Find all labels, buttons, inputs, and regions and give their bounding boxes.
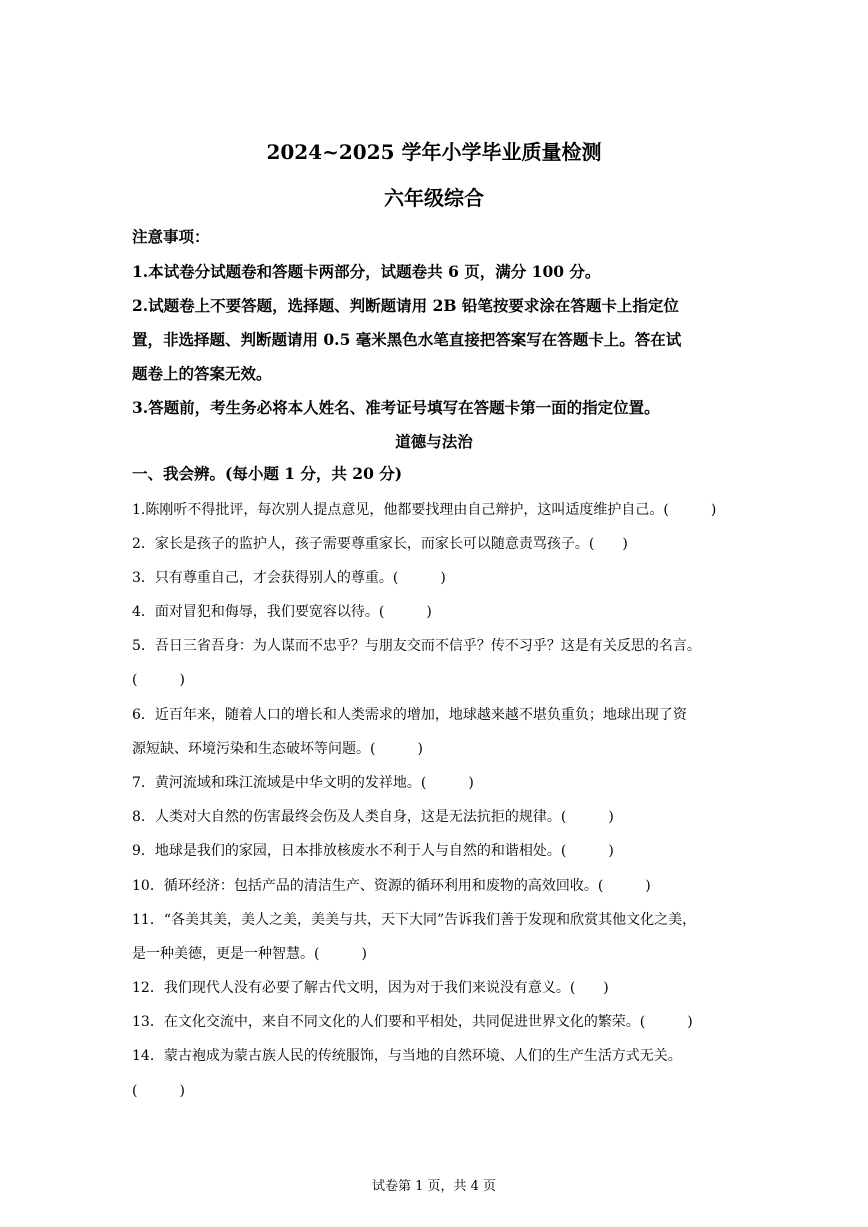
section-title: 道德与法治: [395, 432, 473, 451]
question-line: 7．黄河流域和珠江流域是中华文明的发祥地。( ): [132, 775, 474, 791]
question-line: 12．我们现代人没有必要了解古代文明，因为对于我们来说没有意义。( ): [132, 980, 609, 996]
question-line: 13．在文化交流中，来自不同文化的人们要和平相处，共同促进世界文化的繁荣。( ): [132, 1014, 693, 1030]
exam-subtitle: 六年级综合: [384, 186, 484, 210]
question-line: 4．面对冒犯和侮辱，我们要宽容以待。( ): [132, 604, 432, 620]
question-line: 3．只有尊重自己，才会获得别人的尊重。( ): [132, 570, 446, 586]
question-line: 9．地球是我们的家园，日本排放核废水不利于人与自然的和谐相处。( ): [132, 843, 614, 859]
question-line: 8．人类对大自然的伤害最终会伤及人类自身，这是无法抗拒的规律。( ): [132, 809, 614, 825]
question-line: 6．近百年来，随着人口的增长和人类需求的增加，地球越来越不堪负重负；地球出现了资: [132, 707, 687, 723]
page-footer: 试卷第 1 页，共 4 页: [371, 1179, 497, 1194]
notice-line: 题卷上的答案无效。: [132, 364, 272, 383]
question-line: 源短缺、环境污染和生态破坏等问题。( ): [132, 741, 423, 757]
question-line: 5．吾日三省吾身：为人谋而不忠乎？与朋友交而不信乎？传不习乎？这是有关反思的名言。: [132, 638, 701, 654]
question-line: 2．家长是孩子的监护人，孩子需要尊重家长，而家长可以随意责骂孩子。( ): [132, 536, 628, 552]
notice-line: 3.答题前，考生务必将本人姓名、准考证号填写在答题卡第一面的指定位置。: [132, 398, 660, 417]
question-line: 是一种美德，更是一种智慧。( ): [132, 946, 367, 962]
question-line: ( ): [132, 1083, 185, 1099]
notice-line: 置，非选择题、判断题请用 0.5 毫米黑色水笔直接把答案写在答题卡上。答在试: [132, 330, 682, 349]
part-heading: 一、我会辨。(每小题 1 分，共 20 分): [132, 464, 403, 483]
question-line: 14．蒙古袍成为蒙古族人民的传统服饰，与当地的自然环境、人们的生产生活方式无关。: [132, 1048, 682, 1064]
question-line: ( ): [132, 672, 185, 688]
notice-heading: 注意事项：: [132, 227, 210, 246]
notice-line: 1.本试卷分试题卷和答题卡两部分，试题卷共 6 页，满分 100 分。: [132, 262, 601, 281]
question-line: 10．循环经济：包括产品的清洁生产、资源的循环利用和废物的高效回收。( ): [132, 878, 651, 894]
notice-line: 2.试题卷上不要答题，选择题、判断题请用 2B 铅笔按要求涂在答题卡上指定位: [132, 296, 679, 315]
question-line: 1.陈刚听不得批评，每次别人提点意见，他都要找理由自己辩护，这叫适度维护自己。( ): [132, 502, 717, 518]
exam-title: 2024~2025 学年小学毕业质量检测: [266, 140, 602, 164]
question-line: 11．“各美其美，美人之美，美美与共，天下大同”告诉我们善于发现和欣赏其他文化之美，: [132, 912, 697, 928]
